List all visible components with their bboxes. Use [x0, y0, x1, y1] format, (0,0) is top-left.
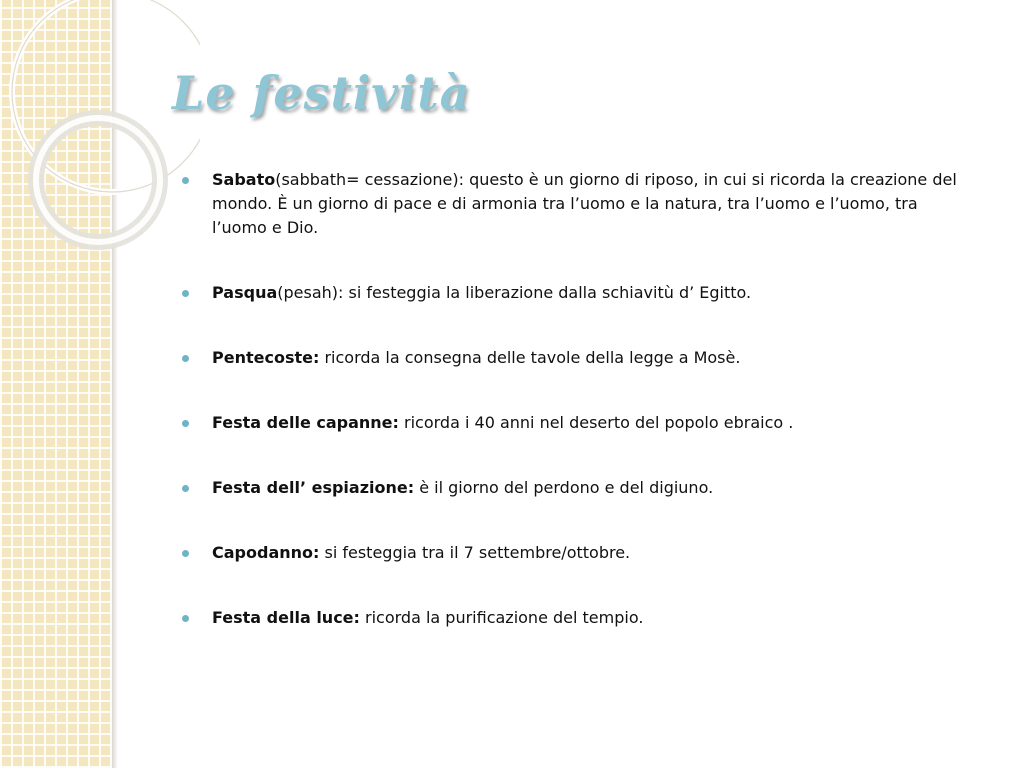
item-text: si festeggia tra il 7 settembre/ottobre. [319, 543, 631, 562]
item-term: Festa dell’ espiazione: [212, 478, 415, 497]
list-item [182, 411, 962, 435]
item-term: Festa della luce: [212, 608, 360, 627]
bullet-dot-icon [182, 615, 189, 622]
bullet-dot-icon [182, 355, 189, 362]
item-text: ricorda la consegna delle tavole della legge a Mosè. [319, 348, 741, 367]
item-term: Pentecoste: [212, 348, 320, 367]
list-item [182, 541, 962, 565]
list-item [182, 168, 962, 240]
list-item [182, 606, 962, 630]
item-text: (sabbath= cessazione): questo è un giorno di riposo, in cui si ricorda la creazione del mondo. È un giorno di pace e di armonia tra l’uomo e la natura, tra l’uomo e l’uomo, tra l’uomo e Dio. [212, 170, 957, 237]
bullet-dot-icon [182, 290, 189, 297]
decorative-circles [0, 0, 200, 300]
bullet-dot-icon [182, 550, 189, 557]
item-text: (pesah): si festeggia la liberazione dalla schiavitù d’ Egitto. [277, 283, 752, 302]
item-term: Sabato [212, 170, 276, 189]
bullet-dot-icon [182, 485, 189, 492]
bullet-dot-icon [182, 177, 189, 184]
item-term: Capodanno: [212, 543, 320, 562]
item-text: ricorda la purificazione del tempio. [359, 608, 644, 627]
slide-title: Le festività [172, 66, 471, 120]
list-item [182, 281, 962, 305]
item-term: Pasqua [212, 283, 278, 302]
bullet-dot-icon [182, 420, 189, 427]
item-text: è il giorno del perdono e del digiuno. [414, 478, 714, 497]
item-text: ricorda i 40 anni nel deserto del popolo ebraico . [398, 413, 794, 432]
list-item [182, 476, 962, 500]
list-item [182, 346, 962, 370]
item-term: Festa delle capanne: [212, 413, 399, 432]
bullet-list [182, 168, 962, 671]
